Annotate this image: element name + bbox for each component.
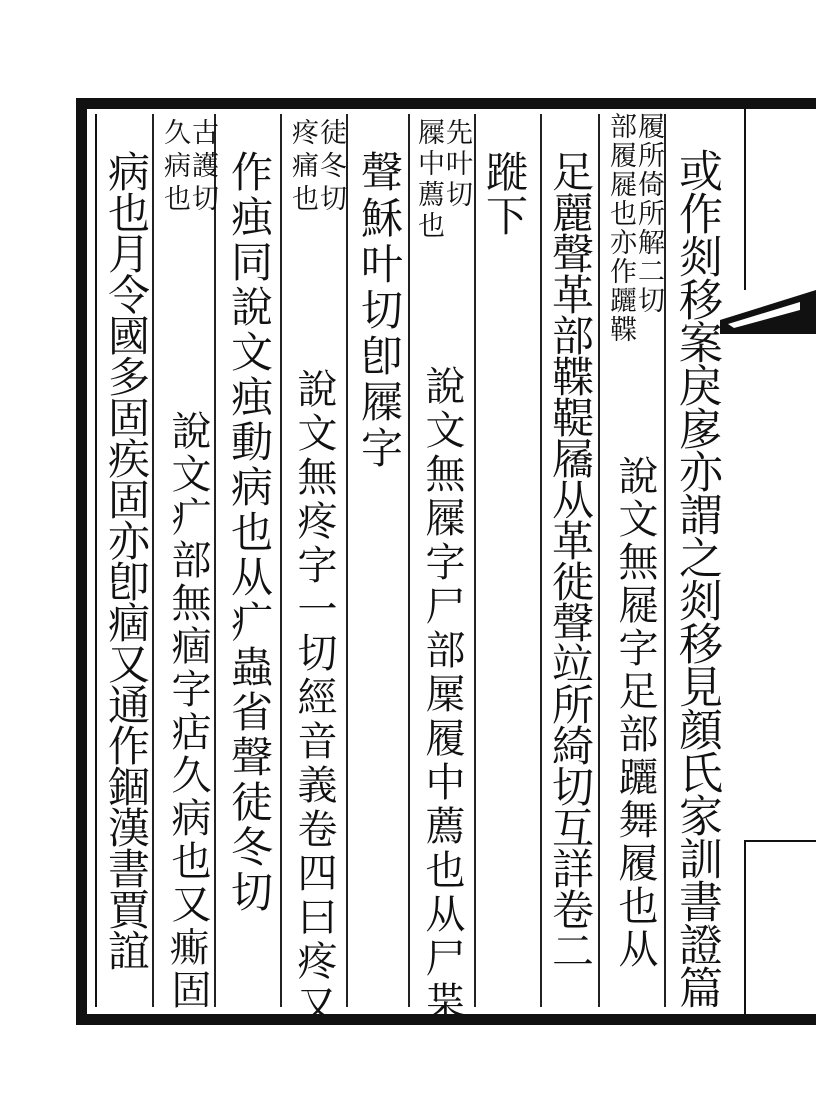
frame-top-border [76,98,816,109]
text-column-2 [604,112,662,460]
text-column-7 [288,118,344,338]
text-column-5-main: 說文無屧字尸部屟履中薦也从尸枼 [419,365,465,1025]
annotation-reading: 先叶切 [441,118,472,211]
annotation-gloss: 部履屣也亦作躧鞢 [605,112,636,344]
text-column-9 [160,118,216,338]
text-column-7-main: 說文無疼字一切經音義卷四曰疼又 [291,368,337,1028]
column-rule [664,114,666,1007]
frame-inner-line [95,114,97,1007]
annotation-gloss: 疼痛也 [287,118,318,217]
text-column-3: 足麗聲革部鞢鞮屩从革徙聲竝所綺切互詳卷二 [546,150,595,970]
fishtail-mark-icon [720,290,816,334]
text-column-2-main: 說文無屣字足部躧舞履也从 [612,455,658,971]
text-column-9-main: 說文疒部無痼字痁久病也又𤺊固 [165,410,211,1012]
column-rule [408,114,410,1007]
frame-left-border [76,98,87,1025]
annotation-reading: 履所倚所解二切 [633,112,664,315]
column-rule [346,114,348,1007]
text-column-6: 聲穌叶切卽屧字 [355,150,404,472]
banxin-lower [744,840,816,1017]
column-rule [152,114,154,1007]
text-column-5 [414,118,470,348]
text-column-8: 作痋同說文痋動病也从疒蟲省聲徒冬切 [225,150,274,915]
text-column-10: 病也月令國多固疾固亦卽痼又通作錮漢書賈誼 [102,150,151,970]
column-rule [474,114,476,1007]
text-column-1: 或作剡移案戾扅亦謂之剡移見顔氏家訓書證篇 [671,148,722,1008]
annotation-reading: 古護切 [187,118,218,217]
annotation-reading: 徒冬切 [315,118,346,217]
text-column-4: 蹝下 [480,150,529,238]
column-rule [280,114,282,1007]
banxin-upper [744,100,816,290]
annotation-gloss: 屧中薦也 [413,118,444,242]
column-rule [598,114,600,1007]
annotation-gloss: 久病也 [159,118,190,217]
column-rule [540,114,542,1007]
